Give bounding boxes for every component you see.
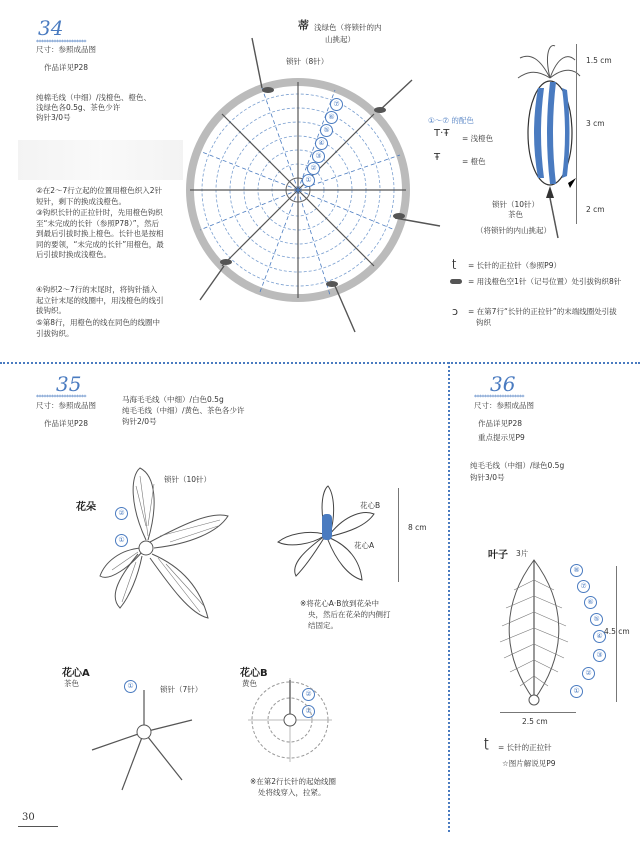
dim-h: 4.5 cm bbox=[604, 627, 630, 636]
round-marker: ② bbox=[582, 667, 595, 680]
round-diagram-34 bbox=[190, 60, 430, 330]
ref-text: 作品详见P28 bbox=[44, 419, 89, 428]
yarn-text: 纯毛毛线（中细）/绿色0.5g bbox=[470, 461, 565, 470]
leaf-diagram bbox=[490, 560, 580, 710]
flower-diagram bbox=[100, 466, 240, 626]
dim-bot: 2 cm bbox=[586, 205, 605, 214]
round-marker: ⑦ bbox=[330, 98, 343, 111]
point-text: 重点提示见P9 bbox=[478, 433, 525, 442]
legend-3b: 钩织 bbox=[476, 318, 491, 327]
round-marker: ⑤ bbox=[320, 124, 333, 137]
center-b-color: 黄色 bbox=[242, 679, 257, 688]
legend-title: ①～⑦ 的配色 bbox=[428, 116, 474, 125]
note-line-5: 处将线穿入，拉紧。 bbox=[258, 788, 326, 797]
step-4: ④钩织2～7行的末尾时，将钩针插入起立针末尾的线圈中，用浅橙色的线引拔钩织。 bbox=[36, 285, 164, 315]
center-b-diagram bbox=[248, 676, 338, 766]
stitch-symbol: Ŧ bbox=[434, 152, 441, 163]
calyx-note: 浅绿色（将锁针的内 bbox=[314, 23, 382, 32]
center-a-title: 花心A bbox=[62, 668, 90, 679]
stars-divider: ******************** bbox=[474, 394, 524, 401]
fpdc-icon: ʈ bbox=[452, 257, 457, 270]
pattern-number-36: 36 bbox=[490, 372, 516, 396]
pattern-number-35: 35 bbox=[56, 372, 82, 396]
stars-divider: ******************** bbox=[36, 39, 86, 46]
calyx-title: 蒂 bbox=[298, 19, 309, 32]
ref-text: 作品详见P28 bbox=[44, 63, 89, 72]
hook-text: 钩针3/0号 bbox=[470, 473, 505, 482]
section-divider bbox=[0, 362, 640, 364]
flower-illustration bbox=[278, 484, 388, 584]
center-a-chain: 锁针（7针） bbox=[160, 685, 203, 694]
stitch-symbol: T·Ŧ bbox=[434, 128, 450, 139]
center-a-diagram bbox=[92, 690, 202, 800]
legend-1: = 长针的正拉针（参照P9） bbox=[468, 261, 561, 270]
chain8-label: 锁针（8针） bbox=[286, 57, 329, 66]
round-marker: ③ bbox=[593, 649, 606, 662]
center-a-tag: 花心A bbox=[354, 541, 375, 550]
legend-2: = 用浅橙色空1针（记号位置）处引拔钩织8针 bbox=[468, 277, 622, 286]
center-a-color: 茶色 bbox=[64, 679, 79, 688]
round-marker: ② bbox=[302, 688, 315, 701]
dim-line bbox=[576, 44, 577, 224]
leaf-label: 叶子 bbox=[488, 550, 508, 561]
step-2: ②在2～7行立起的位置用橙色织入2针短针，剩下的换成浅橙色。 bbox=[36, 186, 163, 206]
round-marker: ① bbox=[115, 534, 128, 547]
dim-8cm: 8 cm bbox=[408, 523, 427, 532]
stars-divider: ******************** bbox=[36, 394, 86, 401]
round-marker: ② bbox=[307, 162, 320, 175]
round-marker: ① bbox=[124, 680, 137, 693]
hook-text: 钩针2/0号 bbox=[122, 417, 157, 426]
round-marker: ⑧ bbox=[570, 564, 583, 577]
round-marker: ④ bbox=[593, 630, 606, 643]
note-line-1: ※将花心A·B放到花朵中 bbox=[300, 599, 379, 608]
round-marker: ① bbox=[302, 705, 315, 718]
dim-mid: 3 cm bbox=[586, 119, 605, 128]
chain10-label: 锁针（10针） bbox=[492, 200, 540, 209]
pattern-number-34: 34 bbox=[38, 16, 64, 40]
size-text: 尺寸：参照成品图 bbox=[474, 401, 534, 410]
page-rule bbox=[18, 826, 58, 827]
yarn-text: 马海毛毛线（中细）/白色0.5g bbox=[122, 395, 224, 404]
hook-icon: ɔ bbox=[452, 305, 459, 318]
yarn-text: 纯棉毛线（中细）/浅橙色、橙色、 bbox=[36, 93, 152, 102]
round-marker: ⑥ bbox=[584, 596, 597, 609]
note-line-4: ※在第2行长针的起始线圈 bbox=[250, 777, 337, 786]
chain10-color: 茶色 bbox=[508, 210, 523, 219]
dim-line bbox=[398, 488, 399, 582]
leaf-count: 3片 bbox=[516, 549, 529, 558]
size-text: 尺寸：参照成品图 bbox=[36, 45, 96, 54]
calyx-note-2: 山挑起） bbox=[325, 35, 355, 44]
blur-band bbox=[18, 140, 183, 180]
dim-top: 1.5 cm bbox=[586, 56, 612, 65]
legend-light: = 浅橙色 bbox=[462, 134, 494, 143]
step-5: ⑤第8行，用橙色的线在同色的线圈中引拔钩织。 bbox=[36, 318, 160, 338]
round-marker: ① bbox=[302, 174, 315, 187]
size-text: 尺寸：参照成品图 bbox=[36, 401, 96, 410]
leaf-legend-2: ☆图片解说见P9 bbox=[502, 759, 556, 768]
round-marker: ④ bbox=[315, 137, 328, 150]
leaf-legend: = 长针的正拉针 bbox=[498, 743, 552, 752]
note-line-2: 央，然后在花朵的内侧打 bbox=[308, 610, 391, 619]
legend-orange: = 橙色 bbox=[462, 157, 486, 166]
round-marker: ② bbox=[115, 507, 128, 520]
flower-label: 花朵 bbox=[76, 502, 96, 513]
yarn-text-2: 浅绿色各0.5g、茶色少许 bbox=[36, 103, 121, 112]
round-marker: ① bbox=[570, 685, 583, 698]
fpdc-icon: ʈ bbox=[484, 736, 489, 750]
center-b-tag: 花心B bbox=[360, 501, 381, 510]
dim-line bbox=[616, 566, 617, 702]
slip-icon bbox=[450, 279, 462, 284]
hook-text: 钩针3/0号 bbox=[36, 113, 71, 122]
dim-w: 2.5 cm bbox=[522, 717, 548, 726]
round-marker: ③ bbox=[312, 150, 325, 163]
step-3: ③钩织长针的正拉针时，先用橙色钩织至“未完成的长针（参照P78）”，然后到最后引拔时换上橙色。长针也是按相同的要领，“未完成的长针”用橙色，最后引拔时换成浅橙色。 bbox=[36, 208, 164, 259]
dim-line bbox=[500, 712, 576, 713]
ref-text: 作品详见P28 bbox=[478, 419, 523, 428]
flower-chain-label: 锁针（10针） bbox=[164, 475, 212, 484]
center-b-title: 花心B bbox=[240, 668, 268, 679]
yarn-text-2: 纯毛毛线（中细）/黄色、茶色各少许 bbox=[122, 406, 245, 415]
chain10-note: （将锁针的内山挑起） bbox=[476, 226, 551, 235]
page-number: 30 bbox=[22, 812, 35, 823]
round-marker: ⑥ bbox=[325, 111, 338, 124]
section-divider-v bbox=[448, 362, 450, 832]
round-marker: ⑤ bbox=[590, 613, 603, 626]
round-marker: ⑦ bbox=[577, 580, 590, 593]
note-line-3: 结固定。 bbox=[308, 621, 338, 630]
legend-3: = 在第7行“长针的正拉针”的末端线圈处引拔 bbox=[468, 307, 617, 316]
